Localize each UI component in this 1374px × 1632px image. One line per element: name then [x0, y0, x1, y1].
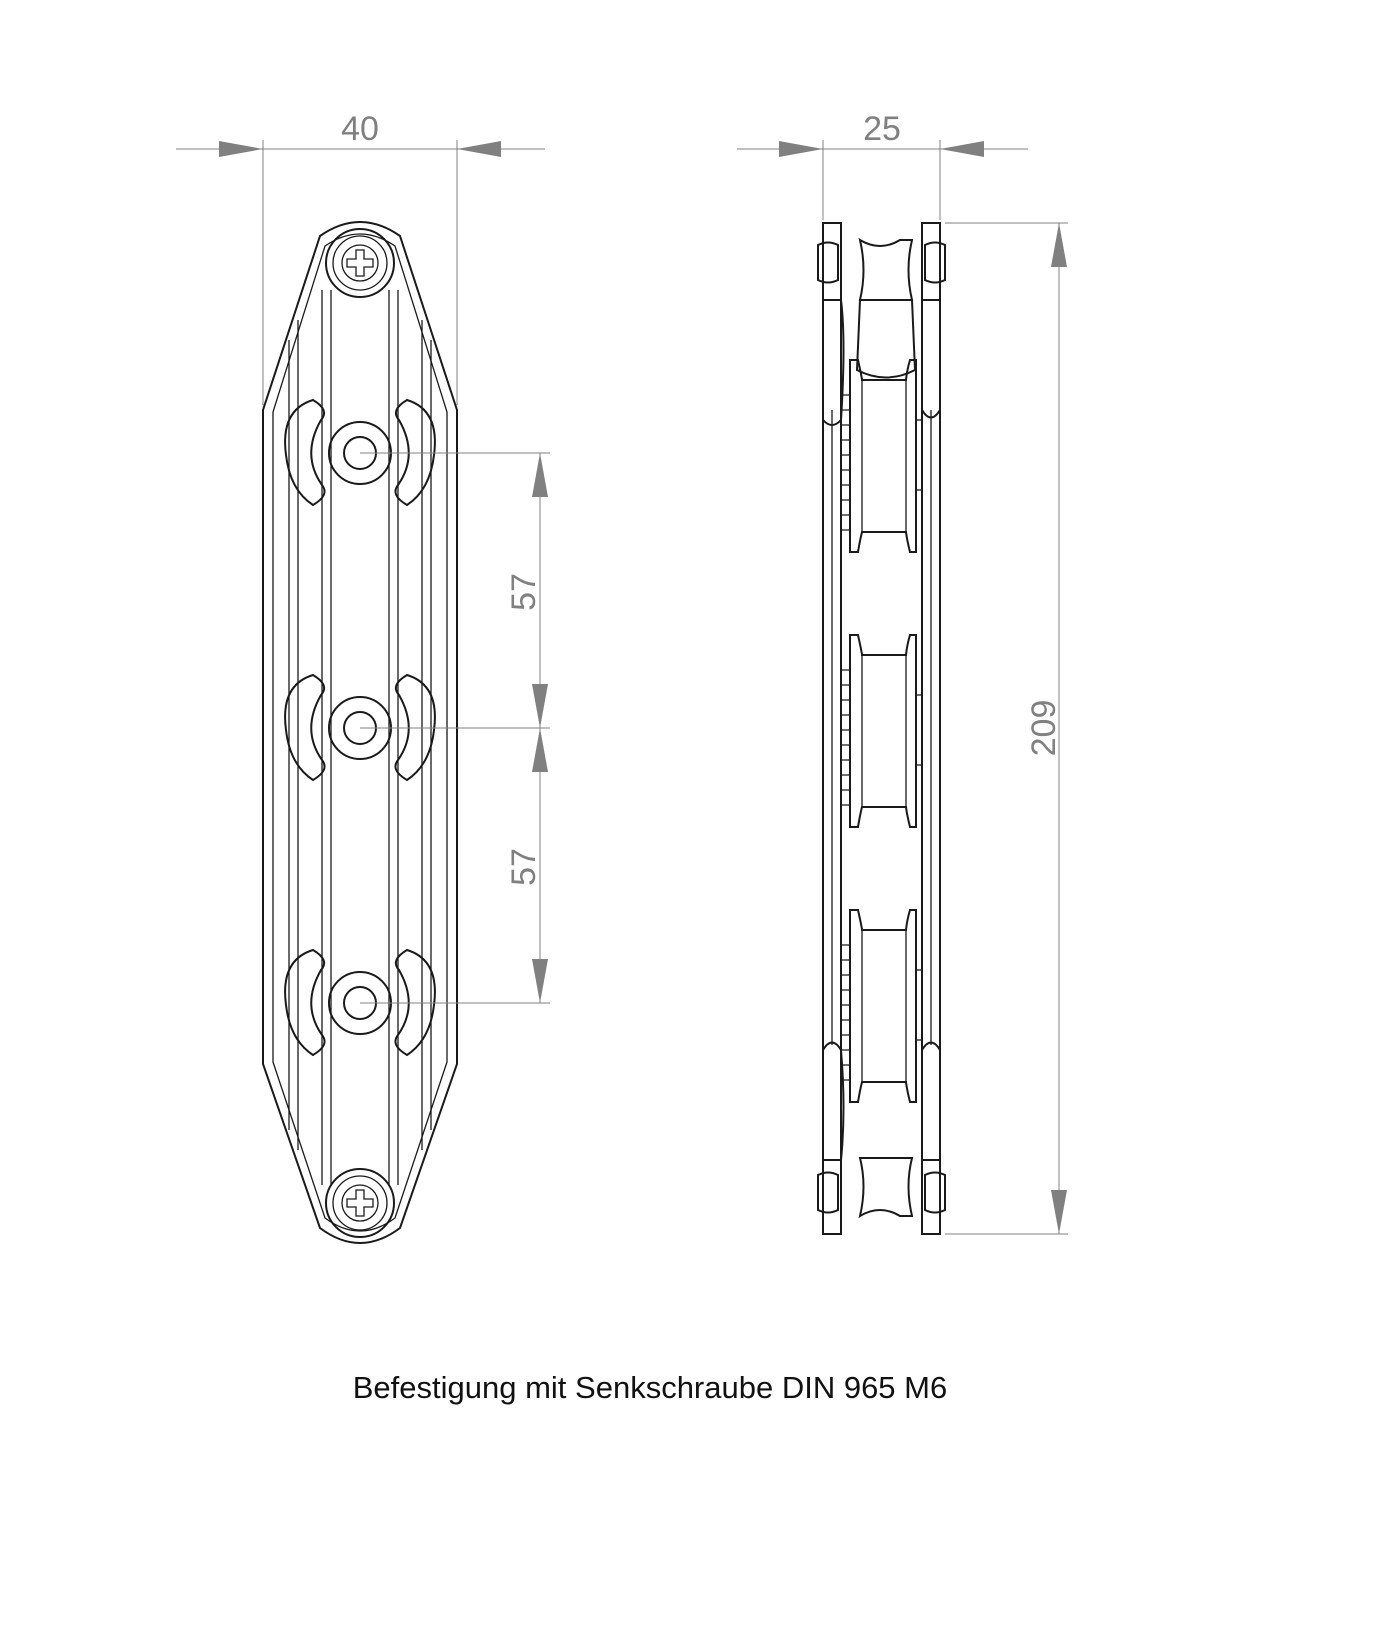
- front-plate-inner-outline: [273, 234, 447, 1231]
- top-screw: [326, 229, 394, 297]
- total-height-dimension: [945, 223, 1068, 1234]
- side-width-dimension: [737, 110, 1028, 220]
- side-sheave: [842, 635, 922, 827]
- front-width-dimension: [176, 110, 545, 405]
- side-sheave: [842, 360, 922, 552]
- bottom-screw: [326, 1169, 394, 1237]
- mounting-caption: Befestigung mit Senkschraube DIN 965 M6: [352, 1370, 948, 1405]
- front-view: [263, 222, 457, 1243]
- total-height-label: 209: [1025, 699, 1063, 757]
- spacing-upper-label: 57: [505, 573, 543, 611]
- front-width-label: 40: [341, 110, 379, 148]
- side-sheave: [842, 910, 922, 1102]
- spacing-lower-label: 57: [505, 848, 543, 886]
- side-view: [818, 223, 945, 1234]
- side-width-label: 25: [863, 110, 901, 148]
- phillips-cross-icon: [347, 250, 373, 276]
- phillips-cross-icon: [347, 1190, 373, 1216]
- front-plate-outline: [263, 222, 457, 1243]
